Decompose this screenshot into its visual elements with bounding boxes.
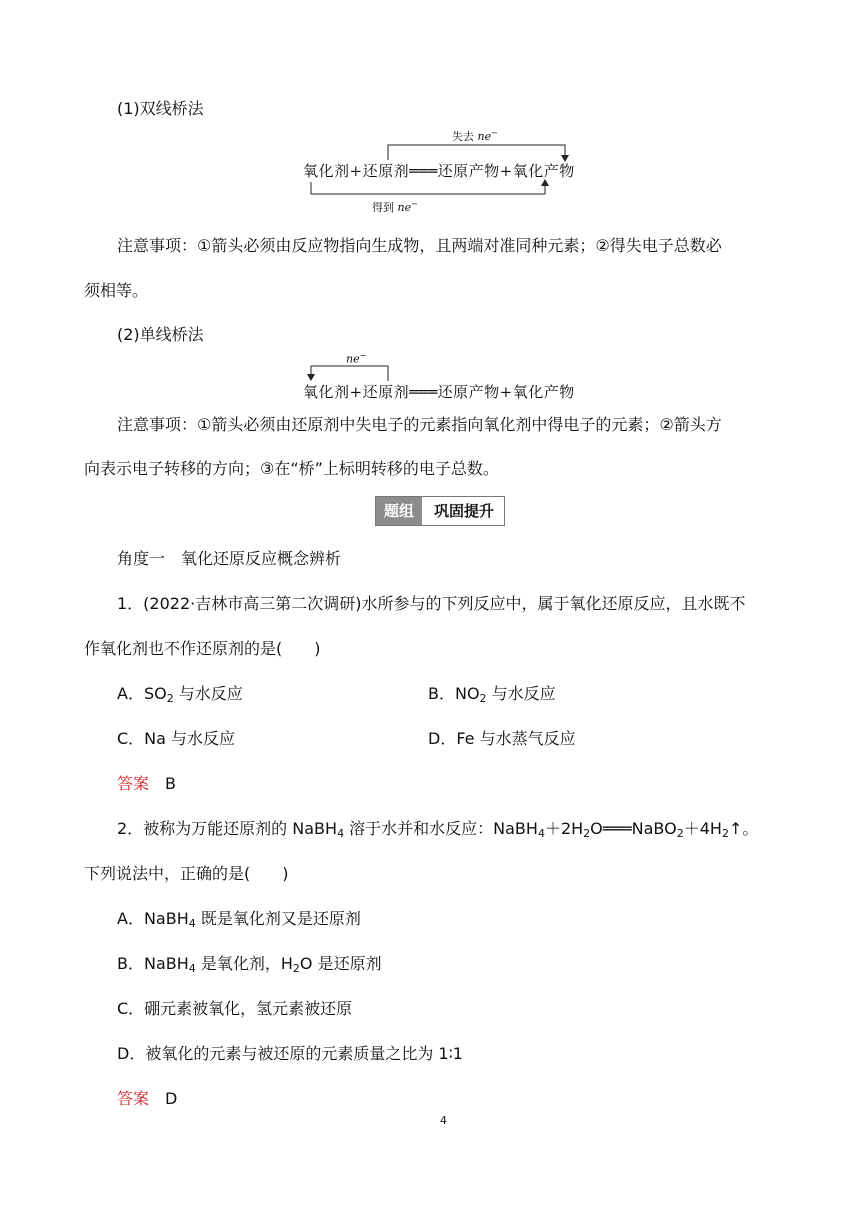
note1-line2: 须相等。 [84, 281, 149, 300]
q2-option-d: D．被氧化的元素与被还原的元素质量之比为 1∶1 [117, 1044, 463, 1063]
answer-value: B [165, 774, 177, 793]
section-badge [375, 496, 505, 526]
q1-stem-line1: 1．(2022·吉林市高三第二次调研)水所参与的下列反应中，属于氧化还原反应，且水既不 [117, 594, 746, 613]
diagram1-bottom-label: 得到 ne− [372, 199, 418, 214]
section-heading-single-bridge: (2)单线桥法 [117, 325, 204, 344]
answer-value: D [165, 1089, 178, 1108]
answer-label: 答案 [117, 774, 150, 793]
diagram2-arrow [0, 0, 860, 420]
page-number: 4 [440, 1114, 447, 1127]
q1-option-d: D．Fe 与水蒸气反应 [428, 729, 576, 748]
q2-stem-line1: 2．被称为万能还原剂的 NaBH$_4$ 溶于水并和水反应：$NaBH_4+2H_2O═══NaBO_2+4H_2↑$。 [117, 819, 759, 840]
angle-heading: 角度一 氧化还原反应概念辨析 [117, 549, 342, 568]
note2-line1: 注意事项：①箭头必须由还原剂中失电子的元素指向氧化剂中得电子的元素；②箭头方 [117, 415, 722, 434]
q1-option-c: C．Na 与水反应 [117, 729, 236, 748]
q1-answer [117, 771, 176, 794]
badge-label-title: 巩固提升 [422, 497, 504, 525]
q2-answer [117, 1086, 177, 1109]
q2-stem-line2: 下列说法中，正确的是( ) [84, 864, 289, 883]
q2-option-a: A．NaBH$_4$ 既是氧化剂又是还原剂 [117, 909, 361, 930]
diagram2-equation: 氧化剂+还原剂═══还原产物+氧化产物 [303, 383, 575, 401]
diagram1-top-label: 失去 ne− [452, 128, 498, 143]
q1-option-a: A．$SO_2$ 与水反应 [117, 684, 243, 705]
note1-line1: 注意事项：①箭头必须由反应物指向生成物，且两端对准同种元素；②得失电子总数必 [117, 236, 722, 255]
badge-label-group: 题组 [376, 497, 422, 525]
q2-option-b: B．NaBH$_4$ 是氧化剂，$H_2O$ 是还原剂 [117, 954, 382, 975]
q1-option-b: B．$NO_2$ 与水反应 [428, 684, 556, 705]
diagram2-label: ne− [346, 351, 367, 366]
diagram1-equation: 氧化剂+还原剂═══还原产物+氧化产物 [303, 162, 575, 180]
answer-label: 答案 [117, 1089, 150, 1108]
section-heading-double-bridge: (1)双线桥法 [117, 99, 204, 118]
q2-option-c: C．硼元素被氧化，氢元素被还原 [117, 999, 353, 1018]
q1-stem-line2: 作氧化剂也不作还原剂的是( ) [84, 639, 321, 658]
note2-line2: 向表示电子转移的方向；③在“桥”上标明转移的电子总数。 [84, 459, 499, 478]
